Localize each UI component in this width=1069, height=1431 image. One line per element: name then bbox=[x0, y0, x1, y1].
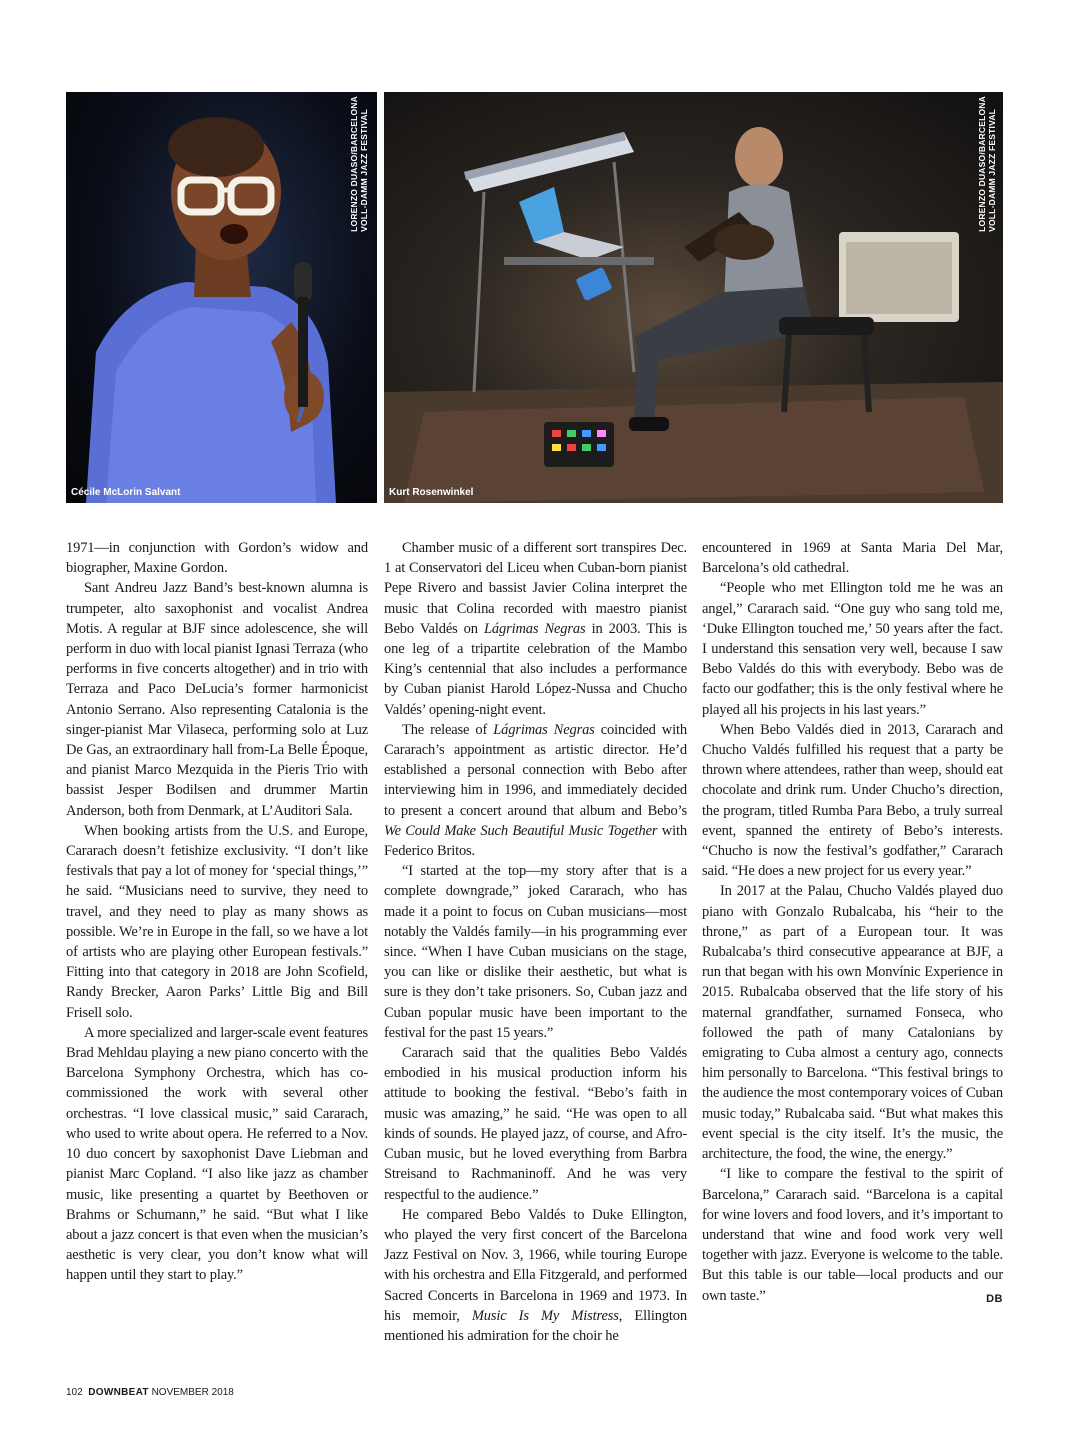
paragraph: When Bebo Valdés died in 2013, Cararach and Chucho Valdés fulfilled his request that a party be thrown where attendees, rather than weep, should eat chocolate and drink rum. Under Chucho’s direction, the program, titled Rumba Para Bebo, a truly surreal event, spanned the entirety of Bebo’s interests. “Chucho is now the festival’s godfather,” Cararach said. “He does a new project for us every year.” bbox=[702, 721, 1003, 880]
paragraph: The release of Lágrimas Negras coincided with Cararach’s appointment as artistic director. He’d established a personal connection with Bebo after interviewing him in 1996, and immediately decided to present a concert around that album and Bebo’s We Could Make Such Beautiful Music Together with Federico Britos. bbox=[384, 721, 687, 860]
photo-credit: LORENZO DUASO/BARCELONA VOLL-DAMM JAZZ FESTIVAL bbox=[349, 96, 369, 232]
photo-caption: Kurt Rosenwinkel bbox=[389, 487, 474, 498]
issue-date: NOVEMBER 2018 bbox=[151, 1387, 234, 1398]
paragraph: Sant Andreu Jazz Band’s best-known alumna is trumpeter, alto saxophonist and vocalist Andrea Motis. A regular at BJF since adolescence, she will perform in duo with local pianist Ignasi Terraza (who performs in five concerts altogether) and in trio with Terraza and Paco DeLucia’s former harmonicist Antonio Serrano. Also representing Catalonia is the singer-pianist Mar Vilaseca, performing solo at Luz De Gas, an extraordinary hall from-La Belle Époque, and pianist Marco Mezquida in the Pieris Trio with bassist Jesper Bodilsen and drummer Martin Anderson, both from Denmark, at L’Auditori Sala. bbox=[66, 580, 368, 819]
guitarist-illustration bbox=[384, 92, 1003, 503]
album-title: Lágrimas Negras bbox=[493, 721, 595, 738]
end-mark: DB bbox=[986, 1292, 1003, 1305]
paragraph: 1971—in conjunction with Gordon’s widow and biographer, Maxine Gordon. bbox=[66, 540, 368, 577]
paragraph: “I started at the top—my story after that is a complete downgrade,” joked Cararach, who has made it a point to focus on Cuban musicians—most notably the Valdés family—in his programming ever since. “When I have Cuban musicians on the stage, you can like or dislike their aesthetic, but what is sure is they don’t take prisoners. So, Cuban jazz and Cuban popular music have been important to the festival for the past 15 years.” bbox=[384, 863, 687, 1041]
photo-kurt-rosenwinkel bbox=[384, 92, 1003, 503]
article-column-1 bbox=[66, 538, 368, 1286]
paragraph: encountered in 1969 at Santa Maria Del Mar, Barcelona’s old cathedral. bbox=[702, 540, 1003, 577]
article-column-3 bbox=[702, 538, 1003, 1309]
page-number: 102 bbox=[66, 1387, 83, 1398]
album-title: We Could Make Such Beautiful Music Together bbox=[384, 822, 658, 839]
album-title: Lágrimas Negras bbox=[483, 620, 586, 637]
paragraph: Cararach said that the qualities Bebo Valdés embodied in his musical production inform his attitude to booking the festival. “Bebo’s faith in music was amazing,” he said. “He was open to all kinds of sounds. He played jazz, of course, and Afro-Cuban music, but he loved everything from Barbra Streisand to Rachmaninoff. And he was very respectful to the audience.” bbox=[384, 1045, 687, 1203]
photo-cecile-mclorin-salvant bbox=[66, 92, 377, 503]
article-column-2 bbox=[384, 538, 687, 1346]
photo-credit: LORENZO DUASO/BARCELONA VOLL-DAMM JAZZ FESTIVAL bbox=[977, 96, 997, 232]
paragraph: In 2017 at the Palau, Chucho Valdés played duo piano with Gonzalo Rubalcaba, his “heir to the throne,” as part of a European tour. It was Rubalcaba’s third consecutive appearance at BJF, a run that began with his own Monvínic Experience in 2015. Rubalcaba observed that the life story of his maternal grandfather, surnamed Fonseca, who followed the path of many Catalonians by emigrating to Cuba almost a century ago, connects him personally to Barcelona. “This festival brings to the audience the most contemporary voices of Cuban music today,” Rubalcaba said. “But what makes this event special is the city itself. It’s the music, the architecture, the food, the wine, the energy.” bbox=[702, 883, 1003, 1163]
paragraph: “People who met Ellington told me he was an angel,” Cararach said. “One guy who sang told me, ‘Duke Ellington touched me,’ 50 years after the fact. I understand this sensation very well, because I saw Bebo Valdés do this with everybody. Bebo was de facto our godfather; this is the only festival where he played all his projects in his last years.” bbox=[702, 580, 1003, 718]
book-title: Music Is My Mistress bbox=[471, 1307, 619, 1324]
page-footer bbox=[66, 1387, 234, 1398]
paragraph: When booking artists from the U.S. and Europe, Cararach doesn’t fetishize exclusivity. “I don’t like festivals that pay a lot of money for ‘special things,’” he said. “Musicians need to survive, they need to travel, and they need to play as many shows as possible. We’re in Europe in the fall, so we have a lot of artists who are playing other European festivals.” Fitting into that category in 2018 are John Scofield, Randy Brecker, Aaron Parks’ Little Big and Bill Frisell solo. bbox=[66, 822, 368, 1021]
magazine-name: DOWNBEAT bbox=[88, 1387, 149, 1398]
photo-caption: Cécile McLorin Salvant bbox=[71, 487, 181, 498]
paragraph: “I like to compare the festival to the spirit of Barcelona,” Cararach said. “Barcelona is a capital for wine lovers and food lovers, and it’s important to understand that wine and food work very well together with jazz. Everyone is welcome to the table. But this table is our table—local products and our own taste.” DB bbox=[702, 1164, 1003, 1305]
paragraph: Chamber music of a different sort transpires Dec. 1 at Conservatori del Liceu when Cuban-born pianist Pepe Rivero and bassist Javier Colina interpret the music that Colina recorded with maestro pianist Bebo Valdés on Lágrimas Negras in 2003. This is one leg of a tripartite celebration of the Mambo King’s centennial that also includes a performance by Cuban pianist Harold López-Nussa and Chucho Valdés’ opening-night event. bbox=[384, 540, 687, 718]
paragraph: He compared Bebo Valdés to Duke Ellington, who played the very first concert of the Barcelona Jazz Festival on Nov. 3, 1966, while touring Europe with his orchestra and Ella Fitzgerald, and performed Sacred Concerts in Barcelona in 1969 and 1973. In his memoir, Music Is My Mistress, Ellington mentioned his admiration for the choir he bbox=[384, 1206, 688, 1344]
singer-illustration bbox=[66, 92, 377, 503]
paragraph: A more specialized and larger-scale event features Brad Mehldau playing a new piano concerto with the Barcelona Symphony Orchestra, which has co-commissioned the work with several other orchestras. “I love classical music,” said Cararach, who used to write about opera. He referred to a Nov. 10 duo concert by saxophonist Dave Liebman and pianist Marc Copland. “I also like jazz as chamber music, like presenting a quartet by Beethoven or Brahms or Schumann,” he said. “But what I like about a jazz concert is that even when the musician’s aesthetic is very clear, you don’t know what will happen until they start to play.” bbox=[66, 1024, 368, 1284]
